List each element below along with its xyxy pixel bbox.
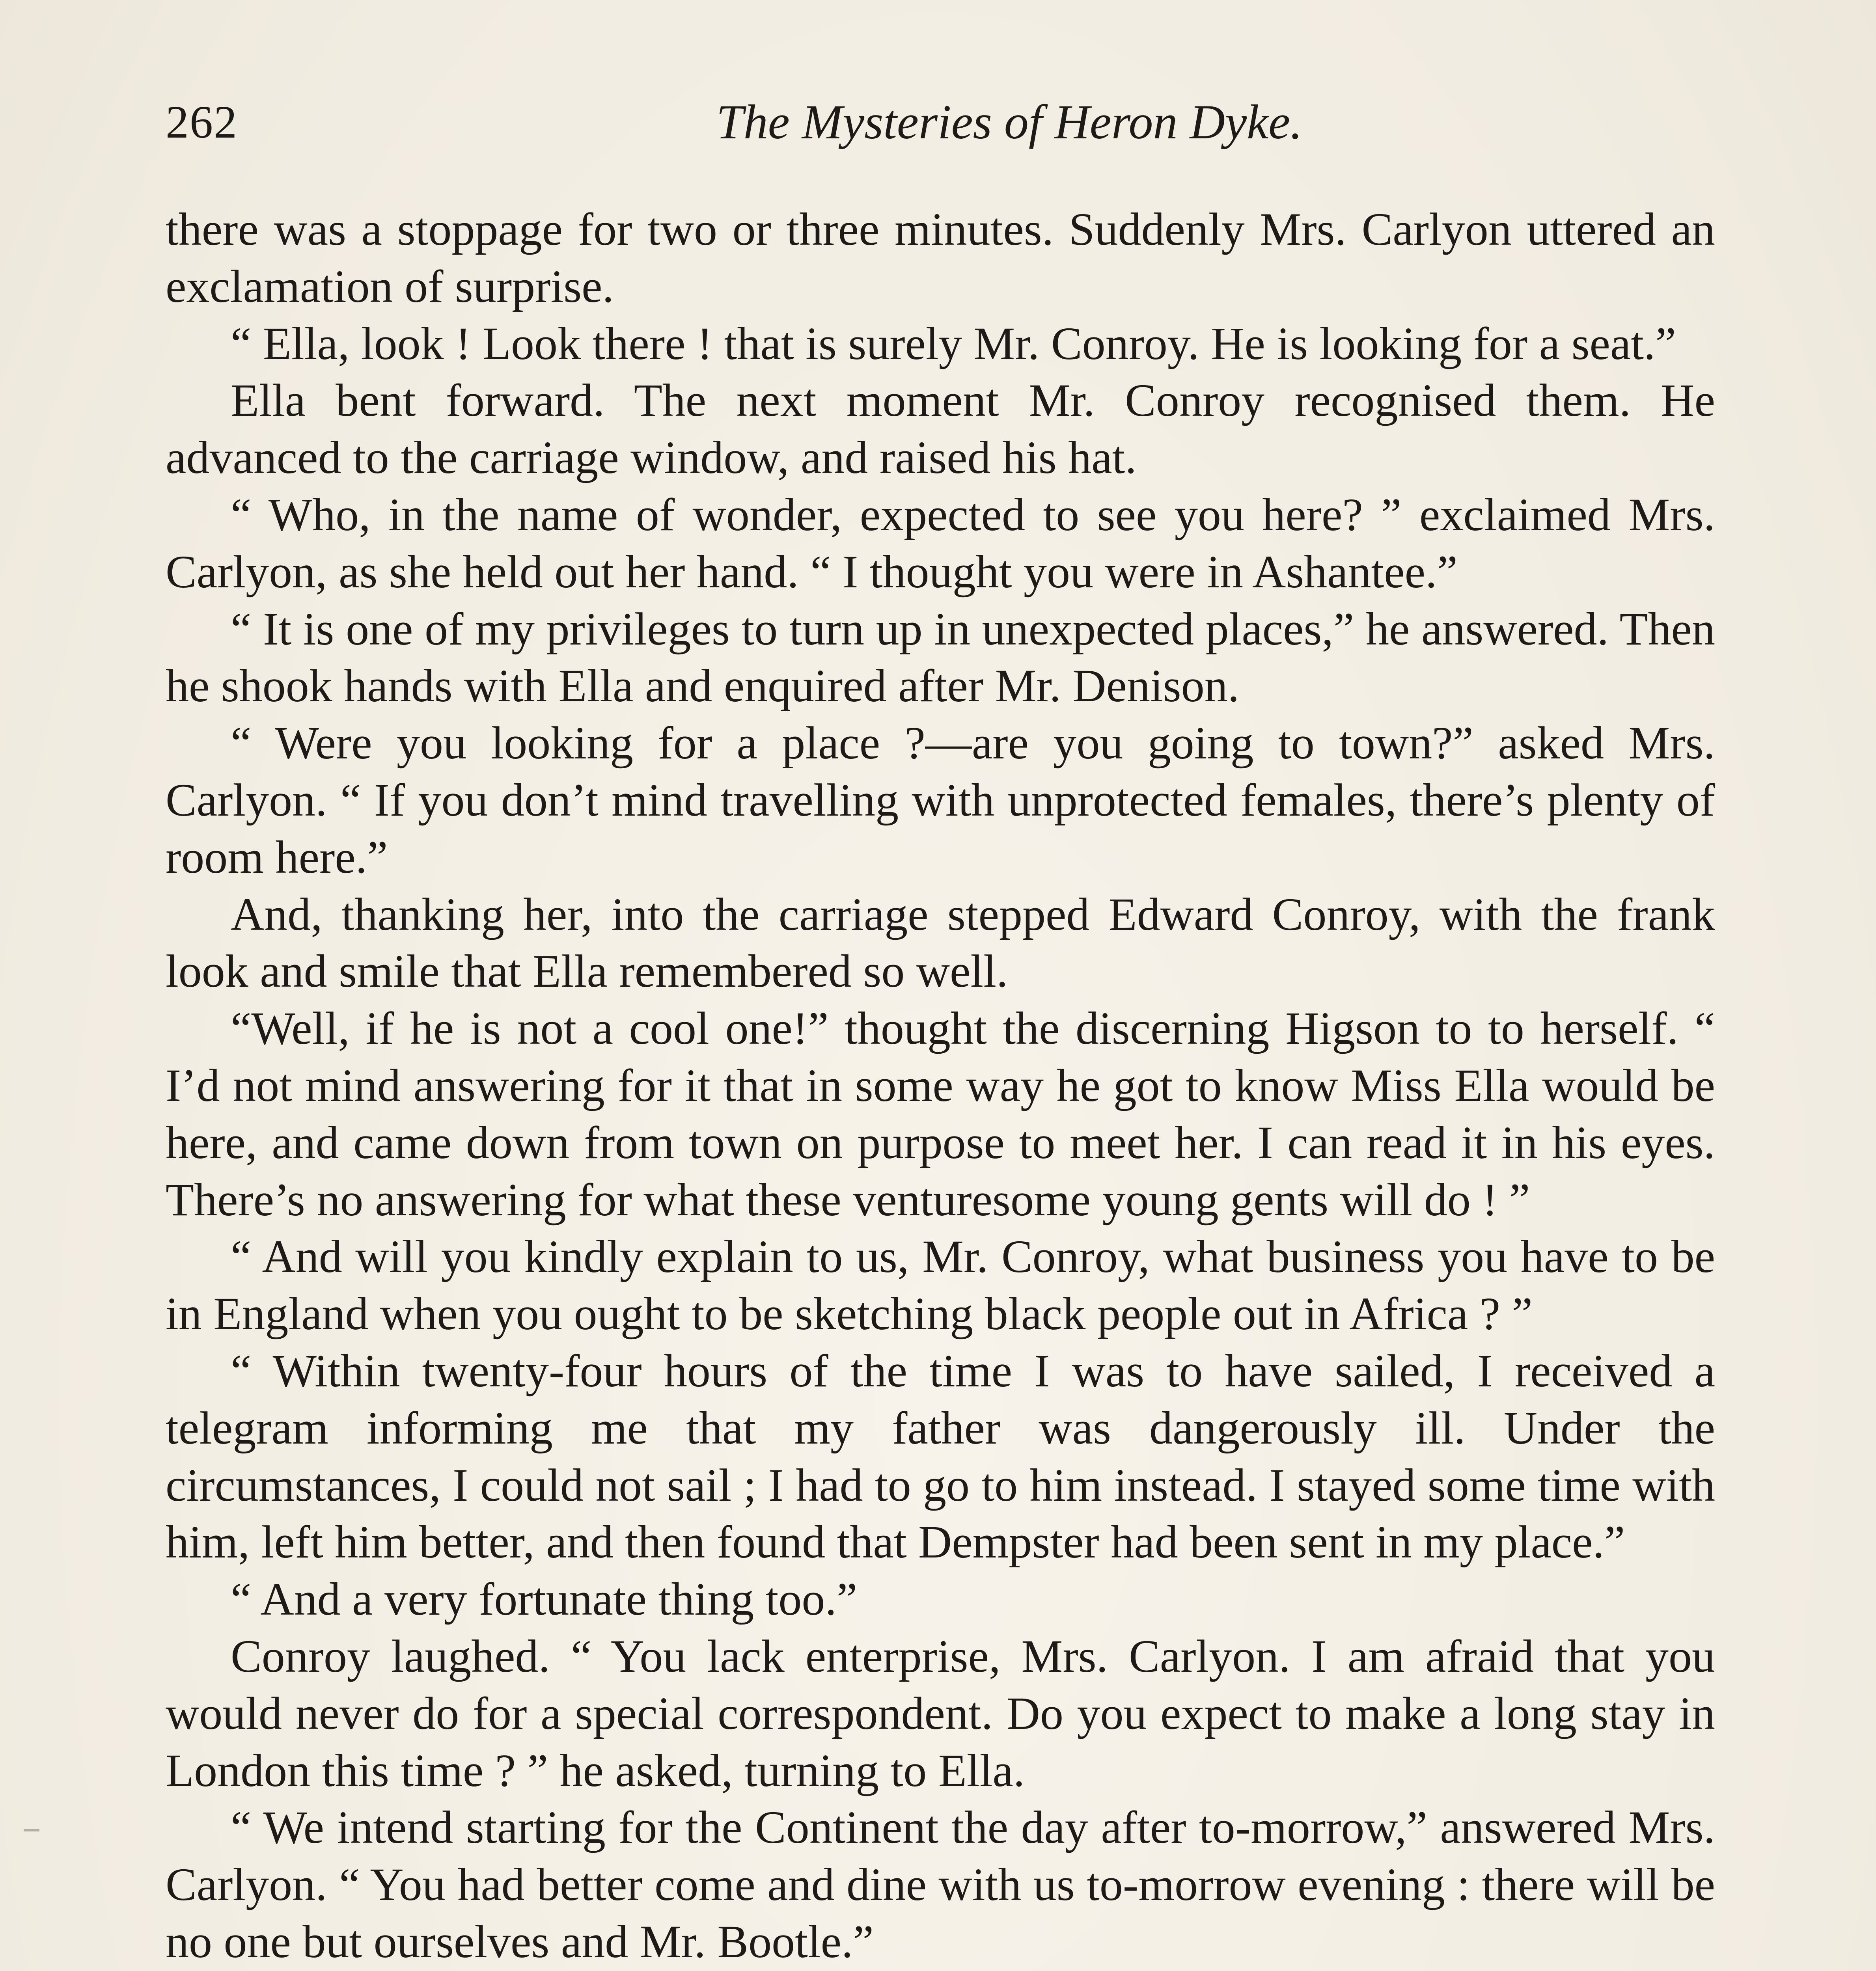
- paragraph: “ Were you looking for a place ?—are you going to town?” asked Mrs. Carlyon. “ If you don’t mind travelling with unprotected females, there’s plenty of room here.”: [166, 717, 1715, 883]
- paragraph: Ella bent forward. The next moment Mr. Conroy recognised them. He advanced to the carriage window, and raised his hat.: [166, 374, 1715, 484]
- paragraph: And, thanking her, into the carriage stepped Edward Conroy, with the frank look and smile that Ella remembered so well.: [166, 888, 1715, 997]
- paragraph: “ Who, in the name of wonder, expected to see you here? ” exclaimed Mrs. Carlyon, as she held out her hand. “ I thought you were in Ashantee.”: [166, 488, 1715, 598]
- paragraph: there was a stoppage for two or three minutes. Suddenly Mrs. Carlyon uttered an exclamation of surprise.: [166, 203, 1715, 312]
- paragraph: “ We intend starting for the Continent the day after to-morrow,” answered Mrs. Carlyon. “ You had better come and dine with us to-morrow evening : there will be no one but ourselves and Mr. Bootle.”: [166, 1801, 1715, 1967]
- page-number: 262: [166, 96, 238, 148]
- paragraph: “ And a very fortunate thing too.”: [231, 1573, 858, 1625]
- paragraph: “ And will you kindly explain to us, Mr. Conroy, what business you have to be in England when you ought to be sketching black people out in Africa ? ”: [166, 1231, 1715, 1340]
- paragraph: Conroy laughed. “ You lack enterprise, Mrs. Carlyon. I am afraid that you would never do for a special correspondent. Do you expect to make a long stay in London this time ? ” he asked, turning to Ella.: [166, 1630, 1715, 1796]
- body-text: [166, 201, 1715, 1971]
- paragraph: “Well, if he is not a cool one!” thought the discerning Higson to to herself. “ I’d not mind answering for it that in some way he got to know Miss Ella would be here, and came down from town on purpose to meet her. I can read it in his eyes. There’s no answering for what these venturesome young gents will do ! ”: [166, 1002, 1715, 1226]
- paragraph: “ Ella, look ! Look there ! that is surely Mr. Conroy. He is looking for a seat.”: [231, 317, 1676, 369]
- running-title: The Mysteries of Heron Dyke.: [716, 95, 1303, 149]
- paragraph: “ It is one of my privileges to turn up in unexpected places,” he answered. Then he shook hands with Ella and enquired after Mr. Denison.: [166, 603, 1715, 712]
- paragraph: “ Within twenty-four hours of the time I was to have sailed, I received a telegram informing me that my father was dangerously ill. Under the circumstances, I could not sail ; I had to go to him instead. I stayed some time with him, left him better, and then found that Dempster had been sent in my place.”: [166, 1345, 1715, 1568]
- margin-mark: [24, 1829, 39, 1831]
- page-header: [166, 85, 1723, 164]
